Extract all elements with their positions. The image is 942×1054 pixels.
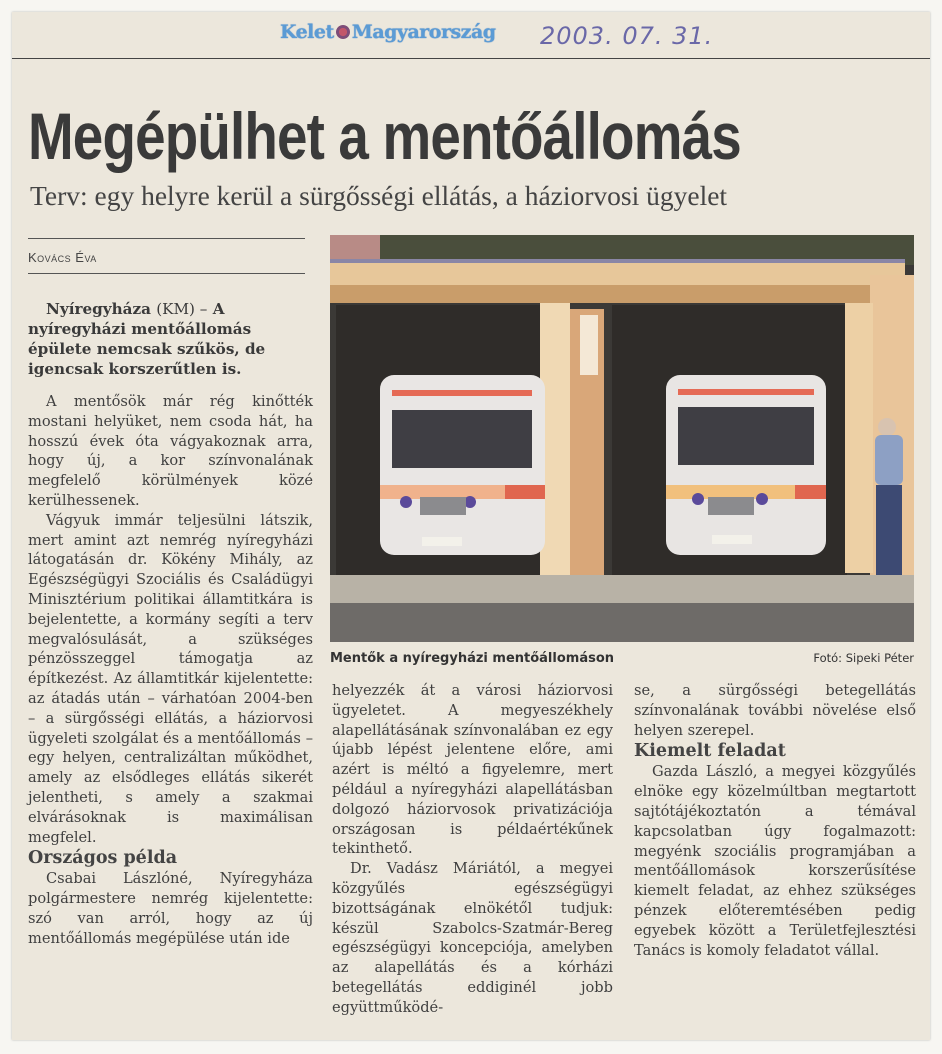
- subtitle-kiemelt-feladat: Kiemelt feladat: [634, 741, 786, 762]
- ambulance-right: [666, 375, 826, 555]
- logo-word-kelet: Kelet: [280, 21, 334, 43]
- lead-location: Nyíregyháza: [46, 300, 151, 318]
- article-photo-ambulance-station: [330, 235, 914, 642]
- paragraph: Dr. Vadász Máriától, a megyei közgyűlés egészségügyi bizottságának elnökétől tudjuk: készül Szabolcs-Szatmár-Bereg egészségügyi koncepciója, amelyben az alapellátás és a kórházi betegellátás eddiginél jobb együttműködé-: [332, 860, 613, 1016]
- paragraph: helyezzék át a városi háziorvosi ügyeletet. A megyeszékhely alapellátásának színvonalában ez egy újabb lépést jelentene előre, ami azért is méltó a figyelemre, mert például a nyíregyházi alapellátásban dolgozó háziorvosok privatizációja országosan is példaértékűnek tekinthető.: [332, 682, 613, 858]
- column-1: [28, 392, 313, 949]
- masthead: [12, 12, 930, 59]
- caption-text: Mentők a nyíregyházi mentőállomáson: [330, 651, 615, 666]
- newspaper-clipping: [12, 12, 930, 1040]
- photo-credit: Fotó: Sipeki Péter: [813, 651, 914, 665]
- subtitle-orszagos-pelda: Országos példa: [28, 848, 178, 869]
- column-3: [634, 681, 916, 960]
- byline-rule-bottom: [28, 273, 305, 274]
- lead-text: A nyíregyházi mentőállomás épülete nemcsak szűkös, de igencsak korszerűtlen is.: [28, 300, 266, 378]
- paragraph: Gazda László, a megyei közgyűlés elnöke egy közelmúltban megtartott sajtótájékoztatón a témával kapcsolatban úgy fogalmazott: megyénk szociális programjában a mentőállomások korszerűsítése kiemelt feladat, az ehhez szükséges pénzek előteremtésében pedig egyebek között a Területfejlesztési Tanács is komoly feladatot vállal.: [634, 763, 916, 959]
- lead-source: (KM) –: [156, 300, 208, 318]
- column-2: [332, 681, 613, 1018]
- lead-paragraph: [28, 299, 308, 379]
- logo-word-magyarorszag: Magyarország: [351, 21, 496, 43]
- coat-of-arms-icon: [336, 25, 350, 39]
- subheadline: Terv: egy helyre kerül a sürgősségi ellátás, a háziorvosi ügyelet: [30, 180, 728, 211]
- headline: Megépülhet a mentőállomás: [28, 99, 741, 173]
- ambulance-garage-photo: [330, 235, 914, 642]
- paragraph: Csabai Lászlóné, Nyíregyháza polgármestere nemrég kijelentette: szó van arról, hogy az új mentőállomás megépülése után ide: [28, 870, 313, 947]
- photo-caption: [330, 650, 914, 666]
- paragraph: Vágyuk immár teljesülni látszik, mert amint azt nemrég nyíregyházi látogatásán dr. Kökény Mihály, az Egészségügyi Szociális és Családügyi Minisztérium politikai államtitkára is bejelentette, a kormány segíti a terv megvalósulását, a szükséges pénzösszeggel támogatja az építkezést. Az államtitkár kijelentette: az átadás után – várhatóan 2004-ben – a sürgősségi ellátás, a háziorvosi ügyeleti szolgálat és a mentőállomás – egy helyen, centralizáltan működhet, amely az elsődleges ellátás sikerét jelentheti, s amely a szakmai elvárásoknak is maximálisan megfelel.: [28, 511, 313, 846]
- handwritten-date: 2003. 07. 31.: [540, 22, 714, 50]
- man-on-phone: [875, 418, 903, 575]
- ambulance-left: [380, 375, 545, 555]
- paragraph: A mentősök már rég kinőtték mostani helyüket, nem csoda hát, ha hosszú évek óta vágyakoznak arra, hogy új, a kor színvonalának megfelelő körülmények közé kerülhessenek.: [28, 393, 313, 509]
- byline: Kovács Éva: [28, 250, 97, 265]
- newspaper-logo: [280, 21, 496, 43]
- paragraph: se, a sürgősségi betegellátás színvonalának további növelése első helyen szerepel.: [634, 682, 916, 739]
- byline-rule-top: [28, 238, 305, 239]
